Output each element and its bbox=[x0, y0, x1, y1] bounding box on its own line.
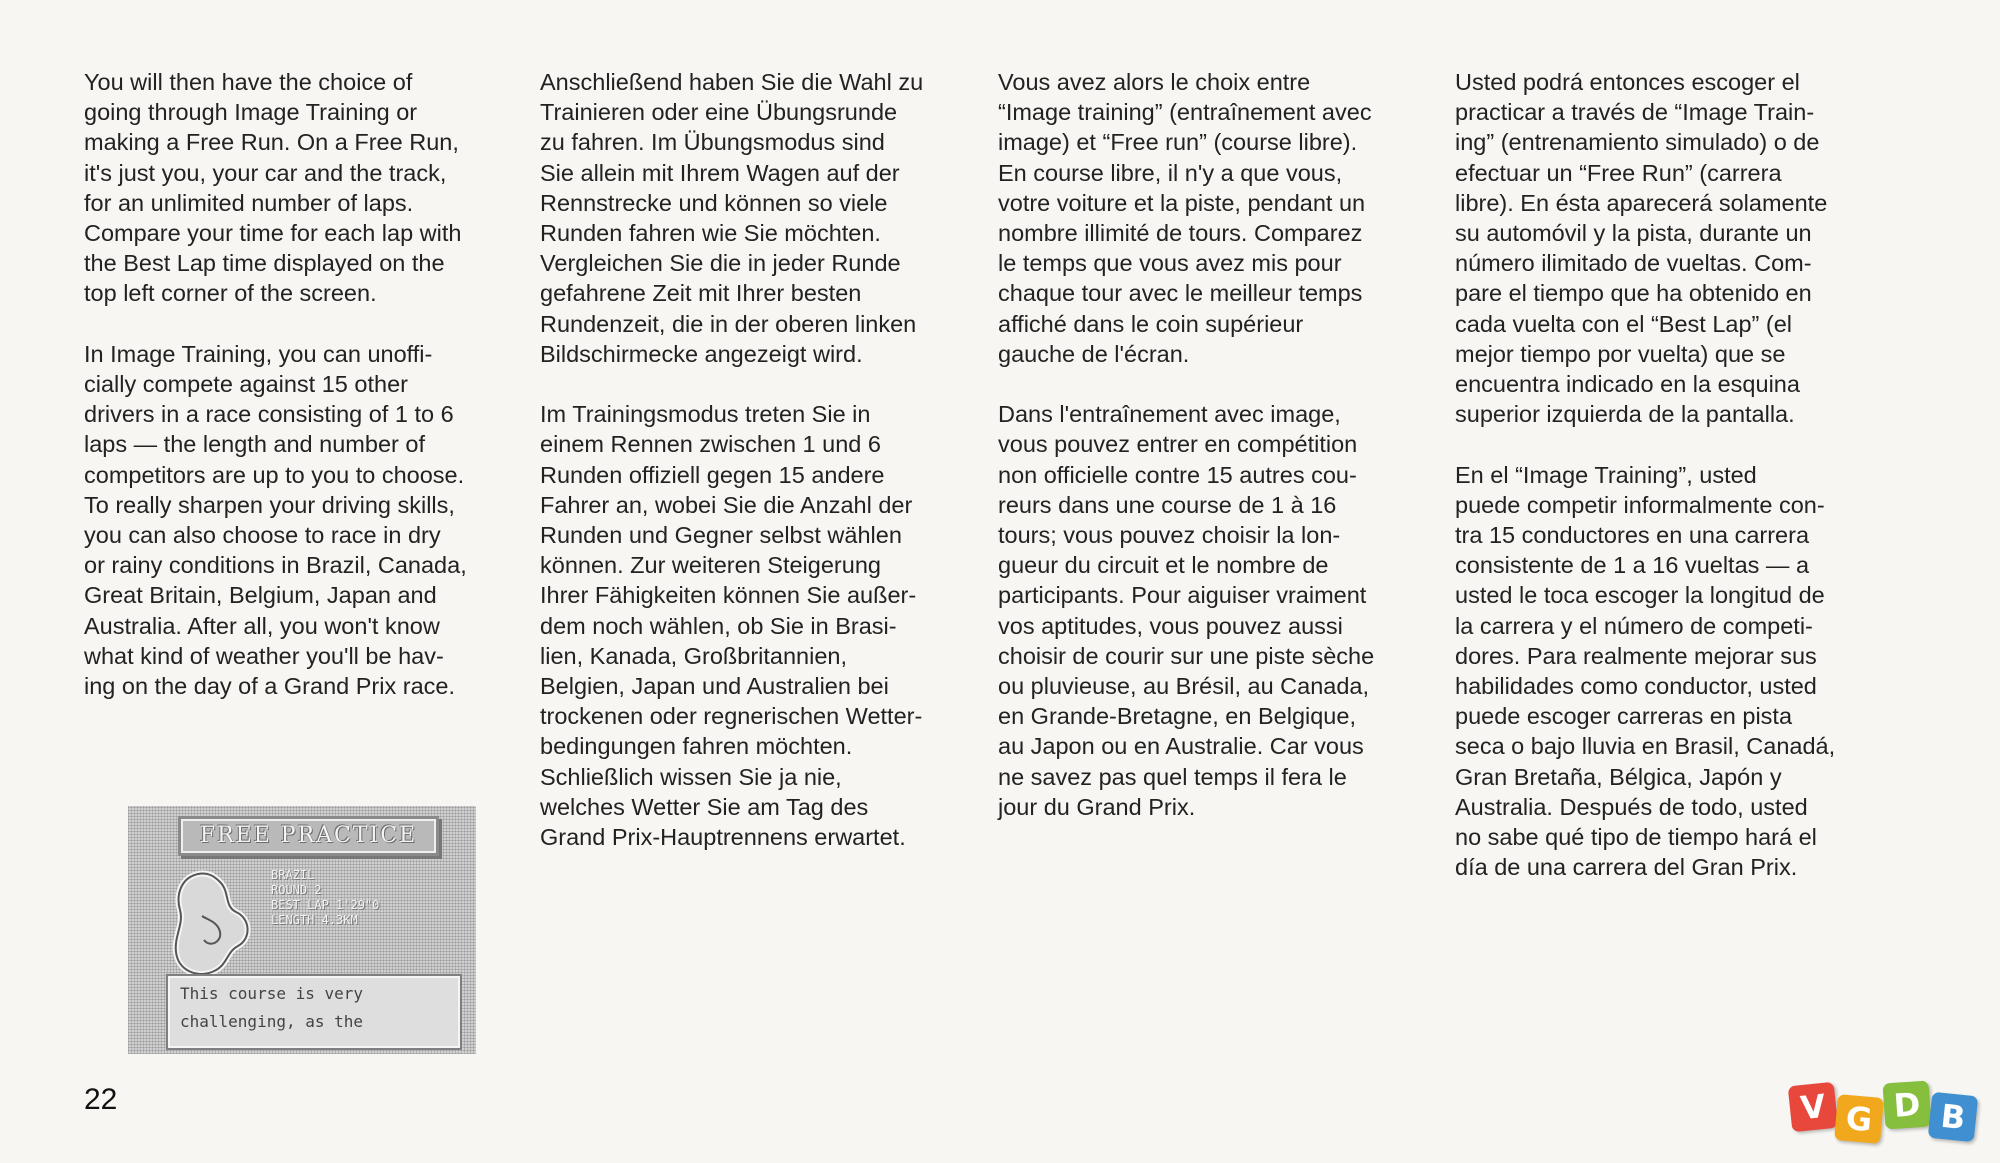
info-line: LENGTH 4.3KM bbox=[271, 913, 358, 927]
paragraph-gap bbox=[540, 369, 923, 399]
text-line: encuentra indicado en la esquina bbox=[1455, 371, 1800, 398]
text-line: ou pluvieuse, au Brésil, au Canada, bbox=[998, 673, 1370, 700]
text-line: you can also choose to race in dry bbox=[84, 522, 441, 549]
text-line: it's just you, your car and the track, bbox=[84, 159, 447, 186]
column-spanish bbox=[1455, 67, 1835, 882]
text-line: votre voiture et la piste, pendant un bbox=[998, 189, 1366, 216]
text-line: jour du Grand Prix. bbox=[998, 793, 1196, 820]
text-line: drivers in a race consisting of 1 to 6 bbox=[84, 401, 454, 428]
text-line: Trainieren oder eine Übungsrunde bbox=[540, 99, 898, 126]
info-line: BRAZIL bbox=[271, 868, 315, 882]
column-french bbox=[998, 67, 1374, 822]
text-line: Rennstrecke und können so viele bbox=[540, 189, 888, 216]
text-line: pare el tiempo que ha obtenido en bbox=[1455, 280, 1812, 307]
text-line: Dans l'entraînement avec image, bbox=[998, 401, 1341, 428]
text-line: usted le toca escoger la longitud de bbox=[1455, 582, 1825, 609]
screenshot-banner: FREE PRACTICE bbox=[178, 816, 439, 856]
text-line: Runden und Gegner selbst wählen bbox=[540, 522, 902, 549]
text-line: Im Trainingsmodus treten Sie in bbox=[540, 401, 871, 428]
text-line: the Best Lap time displayed on the bbox=[84, 250, 445, 277]
screenshot-course-info bbox=[271, 868, 379, 928]
text-line: ing on the day of a Grand Prix race. bbox=[84, 673, 455, 700]
text-line: zu fahren. Im Übungsmodus sind bbox=[540, 129, 885, 156]
text-line: gefahrene Zeit mit Ihrer besten bbox=[540, 280, 862, 307]
paragraph-gap bbox=[998, 369, 1374, 399]
text-line: ne savez pas quel temps il fera le bbox=[998, 763, 1347, 790]
text-line: Schließlich wissen Sie ja nie, bbox=[540, 763, 842, 790]
text-line: top left corner of the screen. bbox=[84, 280, 377, 307]
text-line: or rainy conditions in Brazil, Canada, bbox=[84, 552, 467, 579]
text-line: choisir de courir sur une piste sèche bbox=[998, 642, 1375, 669]
text-line: laps — the length and number of bbox=[84, 431, 425, 458]
text-line: Anschließend haben Sie die Wahl zu bbox=[540, 69, 924, 95]
text-line: no sabe qué tipo de tiempo hará el bbox=[1455, 824, 1817, 851]
text-line: día de una carrera del Gran Prix. bbox=[1455, 854, 1798, 881]
text-line: cially compete against 15 other bbox=[84, 371, 408, 398]
watermark-tile: D bbox=[1882, 1080, 1931, 1129]
column-english bbox=[84, 67, 467, 701]
text-line: In Image Training, you can unoffi- bbox=[84, 340, 433, 367]
text-line: “Image training” (entraînement avec bbox=[998, 99, 1372, 126]
text-line: reurs dans une course de 1 à 16 bbox=[998, 491, 1337, 518]
text-line: Gran Bretaña, Bélgica, Japón y bbox=[1455, 763, 1782, 790]
page-number: 22 bbox=[84, 1083, 118, 1116]
text-line: tours; vous pouvez choisir la lon- bbox=[998, 522, 1341, 549]
text-line: puede competir informalmente con- bbox=[1455, 491, 1825, 518]
paragraph bbox=[540, 67, 923, 369]
column-german bbox=[540, 67, 923, 852]
text-line: su automóvil y la pista, durante un bbox=[1455, 220, 1812, 247]
text-line: efectuar un “Free Run” (carrera bbox=[1455, 159, 1782, 186]
free-practice-screenshot bbox=[128, 806, 476, 1054]
text-line: non officielle contre 15 autres cou- bbox=[998, 461, 1357, 488]
text-line: mejor tiempo por vuelta) que se bbox=[1455, 340, 1786, 367]
text-line: habilidades como conductor, usted bbox=[1455, 673, 1817, 700]
text-line: en Grande-Bretagne, en Belgique, bbox=[998, 703, 1356, 730]
watermark-tile: B bbox=[1928, 1092, 1979, 1143]
text-line: gauche de l'écran. bbox=[998, 340, 1190, 367]
text-line: können. Zur weiteren Steigerung bbox=[540, 552, 881, 579]
watermark-tile: G bbox=[1834, 1094, 1884, 1144]
text-line: welches Wetter Sie am Tag des bbox=[540, 793, 869, 820]
text-line: vous pouvez entrer en compétition bbox=[998, 431, 1358, 458]
text-line: affiché dans le coin supérieur bbox=[998, 310, 1304, 337]
text-line: le temps que vous avez mis pour bbox=[998, 250, 1342, 277]
text-line: trockenen oder regnerischen Wetter- bbox=[540, 703, 923, 730]
text-line: image) et “Free run” (course libre). bbox=[998, 129, 1358, 156]
message-line: challenging, as the bbox=[180, 1012, 364, 1031]
text-line: nombre illimité de tours. Comparez bbox=[998, 220, 1363, 247]
text-line: what kind of weather you'll be hav- bbox=[84, 642, 444, 669]
text-line: Runden offiziell gegen 15 andere bbox=[540, 461, 885, 488]
text-line: making a Free Run. On a Free Run, bbox=[84, 129, 459, 156]
text-line: You will then have the choice of bbox=[84, 69, 413, 95]
text-line: Belgien, Japan und Australien bei bbox=[540, 673, 889, 700]
text-line: ing” (entrenamiento simulado) o de bbox=[1455, 129, 1820, 156]
text-line: En course libre, il n'y a que vous, bbox=[998, 159, 1343, 186]
text-line: Rundenzeit, die in der oberen linken bbox=[540, 310, 917, 337]
text-line: einem Rennen zwischen 1 und 6 bbox=[540, 431, 881, 458]
text-line: practicar a través de “Image Train- bbox=[1455, 99, 1815, 126]
text-line: Australia. Después de todo, usted bbox=[1455, 793, 1808, 820]
text-line: Compare your time for each lap with bbox=[84, 220, 462, 247]
text-line: consistente de 1 a 16 vueltas — a bbox=[1455, 552, 1810, 579]
text-line: dores. Para realmente mejorar sus bbox=[1455, 642, 1817, 669]
text-line: vos aptitudes, vous pouvez aussi bbox=[998, 612, 1343, 639]
paragraph bbox=[1455, 460, 1835, 883]
text-line: gueur du circuit et le nombre de bbox=[998, 552, 1329, 579]
text-line: Ihrer Fähigkeiten können Sie außer- bbox=[540, 582, 917, 609]
text-line: for an unlimited number of laps. bbox=[84, 189, 414, 216]
paragraph-gap bbox=[1455, 429, 1835, 459]
text-line: Great Britain, Belgium, Japan and bbox=[84, 582, 437, 609]
text-line: seca o bajo lluvia en Brasil, Canadá, bbox=[1455, 733, 1836, 760]
paragraph bbox=[998, 67, 1374, 369]
text-line: Runden fahren wie Sie möchten. bbox=[540, 220, 881, 247]
text-line: Vergleichen Sie die in jeder Runde bbox=[540, 250, 901, 277]
text-line: bedingungen fahren möchten. bbox=[540, 733, 853, 760]
watermark-tile: V bbox=[1788, 1082, 1839, 1133]
message-line: This course is very bbox=[180, 984, 364, 1003]
text-line: competitors are up to you to choose. bbox=[84, 461, 465, 488]
text-line: To really sharpen your driving skills, bbox=[84, 491, 455, 518]
track-map-icon bbox=[168, 866, 258, 986]
text-line: Sie allein mit Ihrem Wagen auf der bbox=[540, 159, 900, 186]
text-line: Usted podrá entonces escoger el bbox=[1455, 69, 1800, 95]
text-line: au Japon ou en Australie. Car vous bbox=[998, 733, 1364, 760]
text-line: puede escoger carreras en pista bbox=[1455, 703, 1793, 730]
text-line: número ilimitado de vueltas. Com- bbox=[1455, 250, 1812, 277]
text-line: chaque tour avec le meilleur temps bbox=[998, 280, 1363, 307]
text-line: dem noch wählen, ob Sie in Brasi- bbox=[540, 612, 897, 639]
text-line: En el “Image Training”, usted bbox=[1455, 461, 1757, 488]
text-line: Australia. After all, you won't know bbox=[84, 612, 440, 639]
text-line: going through Image Training or bbox=[84, 99, 418, 126]
paragraph-gap bbox=[84, 309, 467, 339]
info-line: ROUND 2 bbox=[271, 883, 322, 897]
vgdb-watermark-logo bbox=[1790, 1076, 1990, 1146]
paragraph bbox=[540, 399, 923, 852]
paragraph bbox=[1455, 67, 1835, 429]
text-line: la carrera y el número de competi- bbox=[1455, 612, 1813, 639]
text-line: Grand Prix-Hauptrennens erwartet. bbox=[540, 824, 906, 851]
text-line: lien, Kanada, Großbritannien, bbox=[540, 642, 847, 669]
paragraph bbox=[998, 399, 1374, 822]
text-line: participants. Pour aiguiser vraiment bbox=[998, 582, 1367, 609]
text-line: libre). En ésta aparecerá solamente bbox=[1455, 189, 1828, 216]
info-line: BEST LAP 1'29"0 bbox=[271, 898, 380, 912]
screenshot-message-box bbox=[166, 974, 462, 1050]
text-line: tra 15 conductores en una carrera bbox=[1455, 522, 1810, 549]
text-line: Bildschirmecke angezeigt wird. bbox=[540, 340, 863, 367]
text-line: cada vuelta con el “Best Lap” (el bbox=[1455, 310, 1793, 337]
paragraph bbox=[84, 67, 467, 309]
text-line: superior izquierda de la pantalla. bbox=[1455, 401, 1795, 428]
text-line: Vous avez alors le choix entre bbox=[998, 69, 1311, 95]
text-line: Fahrer an, wobei Sie die Anzahl der bbox=[540, 491, 913, 518]
paragraph bbox=[84, 339, 467, 701]
